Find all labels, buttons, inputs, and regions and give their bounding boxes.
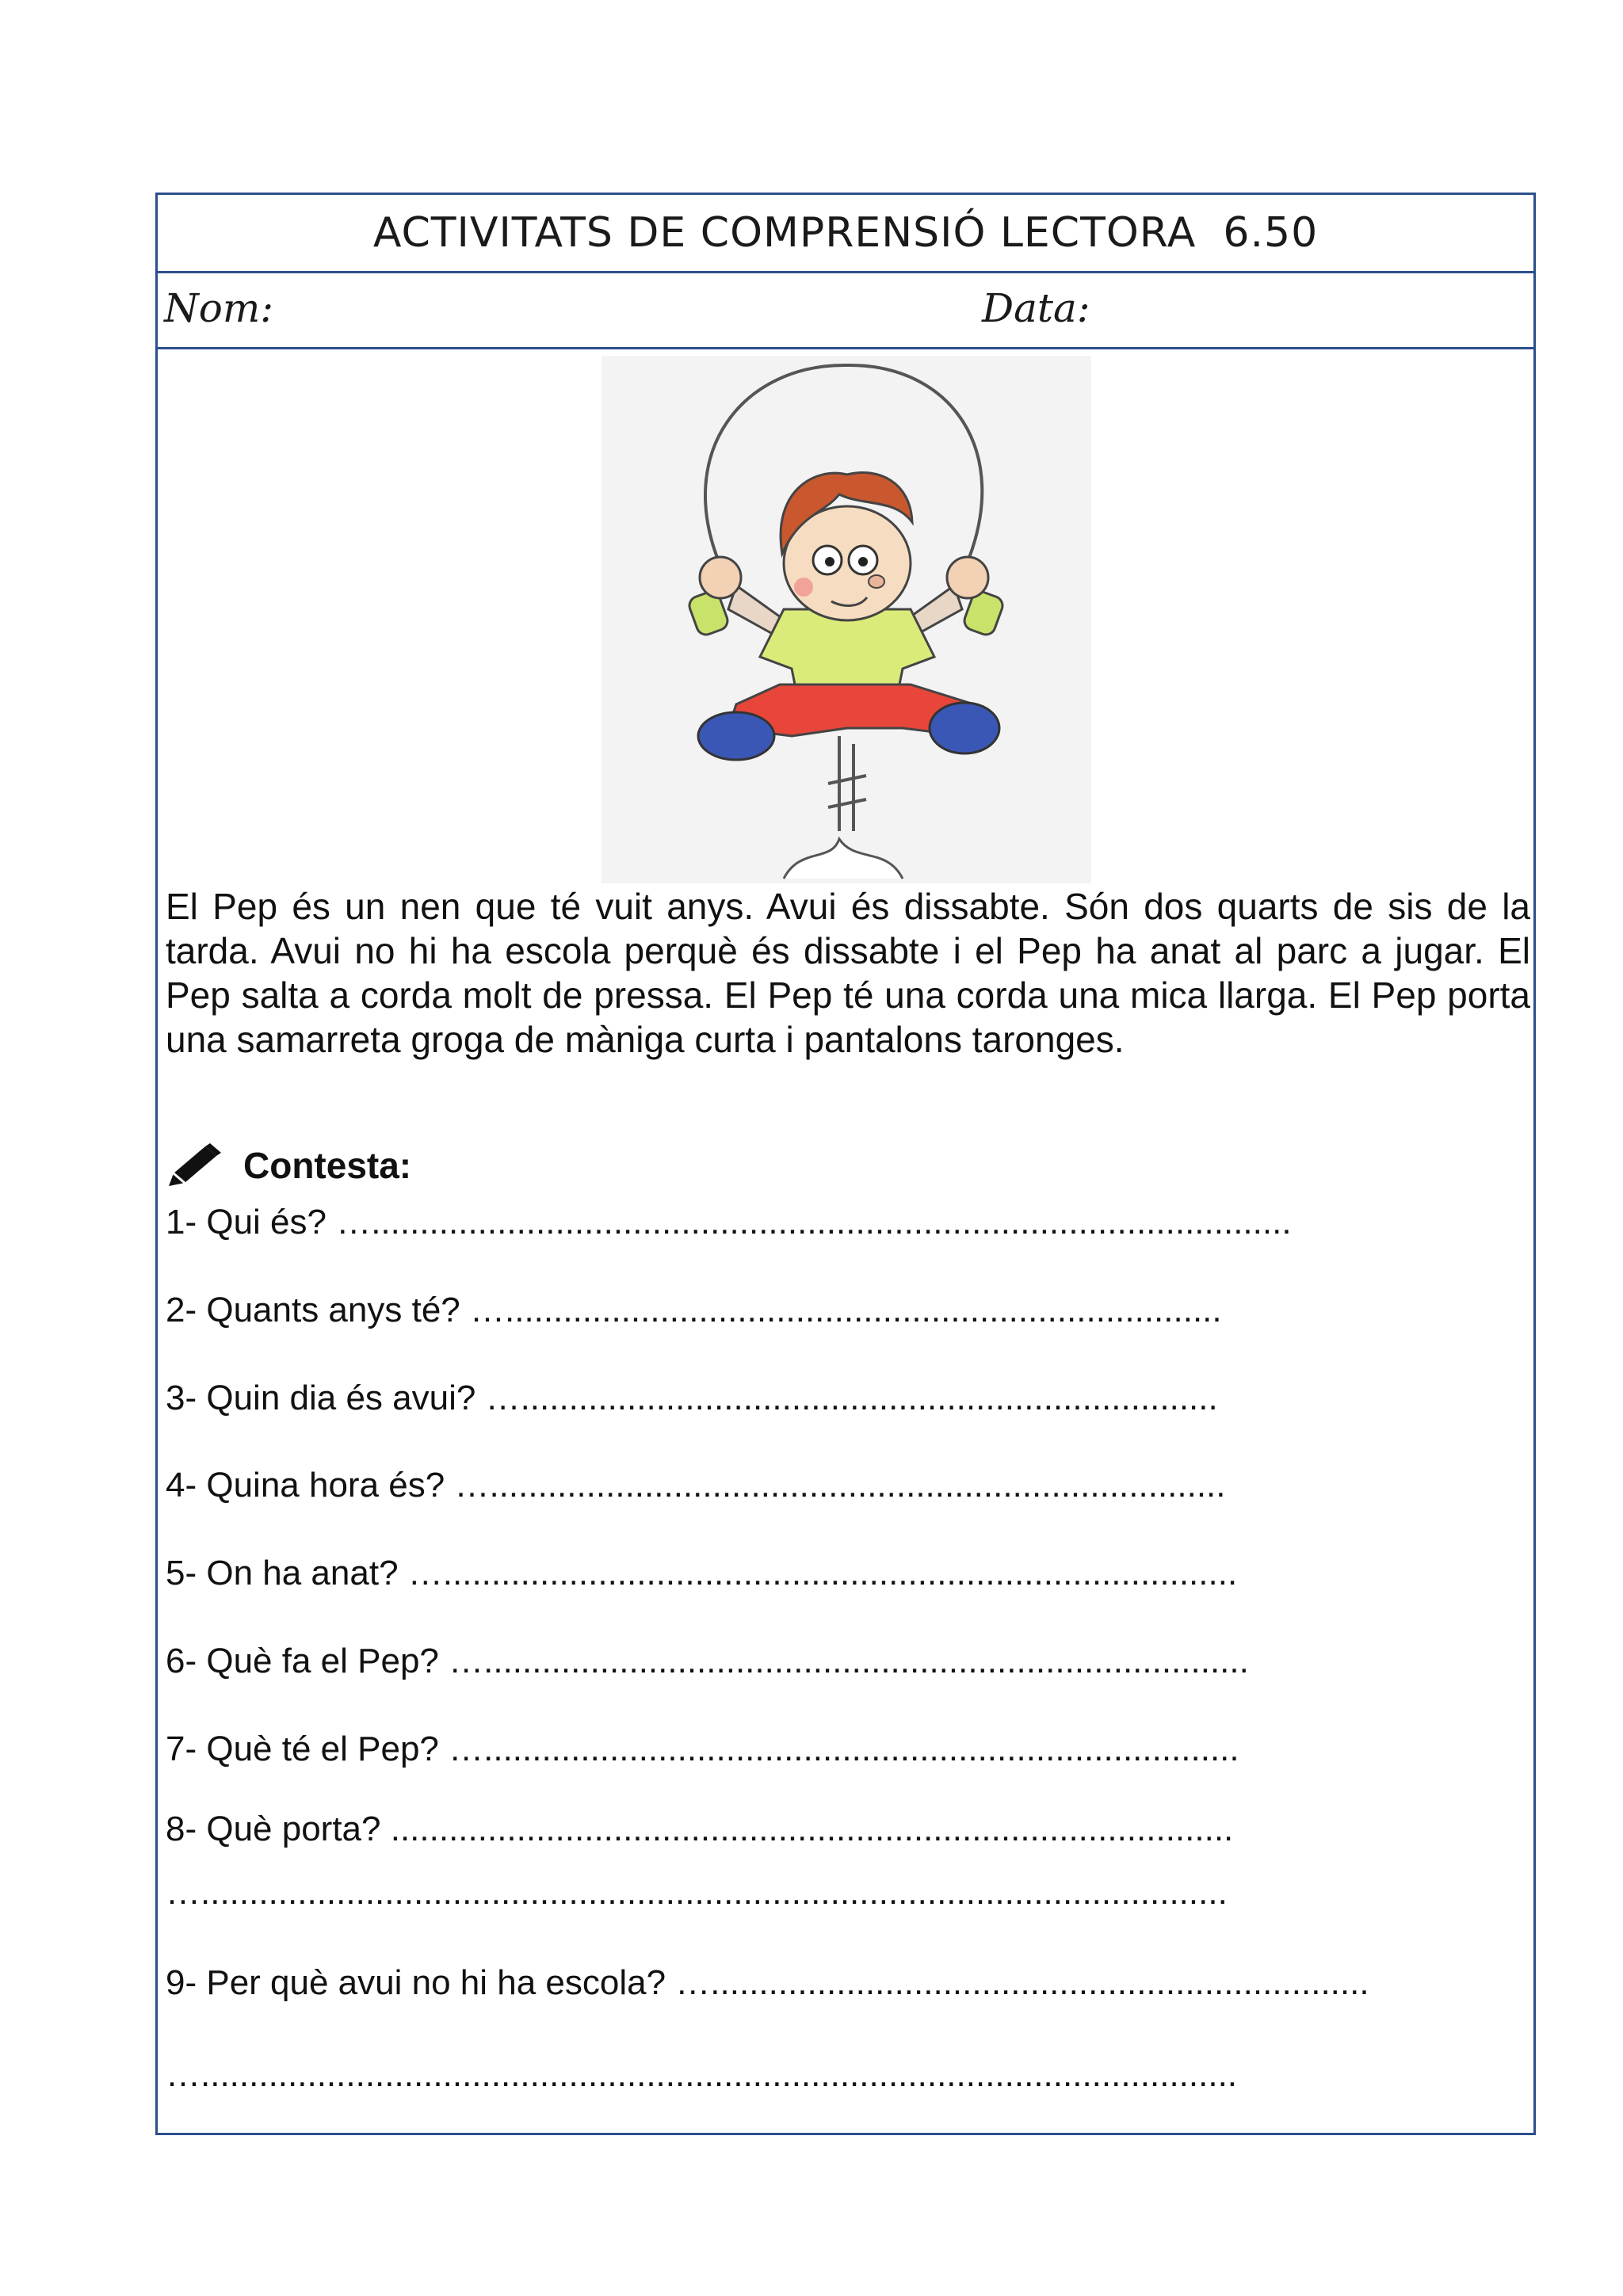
illustration-svg (601, 356, 1091, 883)
name-date-row (158, 271, 1533, 349)
reading-passage: El Pep és un nen que té vuit anys. Avui és dissabte. Són dos quarts de sis de la tarda. Avui no hi ha escola perquè és dissabte i el Pep ha anat al parc a jugar. El Pep salta a corda molt de pressa. El Pep té una corda una mica llarga. El Pep porta una samarreta groga de màniga curta i pantalons taronges. (166, 886, 1530, 1060)
question-8: 8- Què porta? ....................................................................................... (166, 1810, 1234, 1848)
date-label: Data: (982, 285, 1090, 331)
question-9: 9- Per què avui no hi ha escola? ….................................................................... (166, 1963, 1369, 2002)
question-9-answer-line: …........................................................................................................... (166, 2055, 1238, 2094)
worksheet-number: 6.50 (1223, 209, 1319, 257)
worksheet-frame (155, 193, 1536, 2135)
name-label: Nom: (164, 285, 274, 331)
answer-section-heading (166, 1142, 411, 1189)
question-5: 5- On ha anat? ….................................................................................. (166, 1554, 1238, 1592)
question-7: 7- Què té el Pep? ….............................................................................. (166, 1730, 1239, 1768)
question-3: 3- Quin dia és avui? …........................................................................ (166, 1379, 1218, 1417)
pencil-icon (166, 1142, 223, 1189)
boy-jumping-rope-illustration (601, 356, 1091, 883)
question-8-answer-line: ….......................................................................................................... (166, 1873, 1228, 1912)
question-1: 1- Qui és? …............................................................................................... (166, 1203, 1292, 1241)
question-2: 2- Quants anys té? ….......................................................................... (166, 1291, 1222, 1329)
worksheet-title-row (158, 195, 1533, 273)
question-4: 4- Quina hora és? …............................................................................ (166, 1466, 1226, 1505)
question-6: 6- Què fa el Pep? …............................................................................... (166, 1642, 1249, 1680)
contesta-label: Contesta: (243, 1145, 412, 1186)
worksheet-title: ACTIVITATS DE COMPRENSIÓ LECTORA (372, 209, 1197, 257)
